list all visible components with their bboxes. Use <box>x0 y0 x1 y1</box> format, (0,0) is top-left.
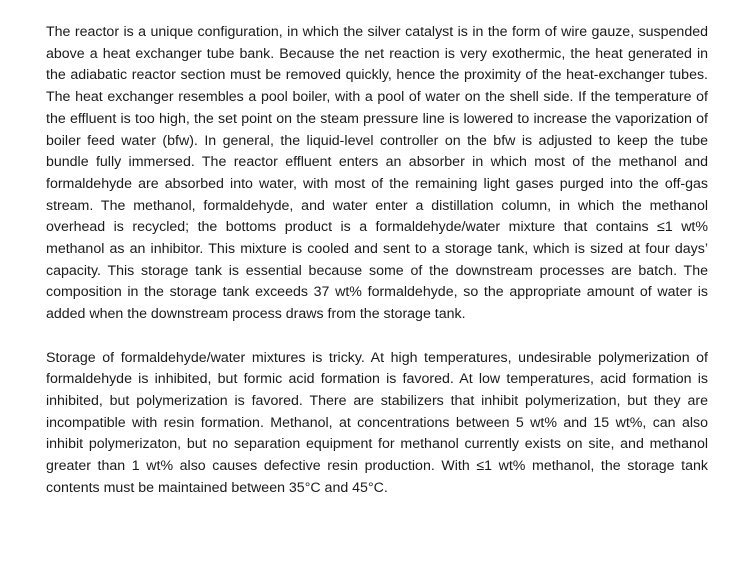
document-body <box>46 22 708 499</box>
paragraph-reactor-description: The reactor is a unique configuration, in which the silver catalyst is in the form of wire gauze, suspended above a heat exchanger tube bank. Because the net reaction is very exothermic, the heat generated in the adiabatic reactor section must be removed quickly, hence the proximity of the heat-exchanger tubes. The heat exchanger resembles a pool boiler, with a pool of water on the shell side. If the temperature of the effluent is too high, the set point on the steam pressure line is lowered to increase the vaporization of boiler feed water (bfw). In general, the liquid-level controller on the bfw is adjusted to keep the tube bundle fully immersed. The reactor effluent enters an absorber in which most of the methanol and formaldehyde are absorbed into water, with most of the remaining light gases purged into the off-gas stream. The methanol, formaldehyde, and water enter a distillation column, in which the methanol overhead is recycled; the bottoms product is a formaldehyde/water mixture that contains ≤1 wt% methanol as an inhibitor. This mixture is cooled and sent to a storage tank, which is sized at four days’ capacity. This storage tank is essential because some of the downstream processes are batch. The composition in the storage tank exceeds 37 wt% formaldehyde, so the appropriate amount of water is added when the downstream process draws from the storage tank. <box>46 24 708 323</box>
paragraph-storage-description: Storage of formaldehyde/water mixtures is tricky. At high temperatures, undesirable polymerization of formaldehyde is inhibited, but formic acid formation is favored. At low temperatures, acid formation is inhibited, but polymerization is favored. There are stabilizers that inhibit polymerization, but they are incompatible with resin formation. Methanol, at concentrations between 5 wt% and 15 wt%, can also inhibit polymerizaton, but no separation equipment for methanol currently exists on site, and methanol greater than 1 wt% also causes defective resin production. With ≤1 wt% methanol, the storage tank contents must be maintained between 35°C and 45°C. <box>46 349 708 496</box>
